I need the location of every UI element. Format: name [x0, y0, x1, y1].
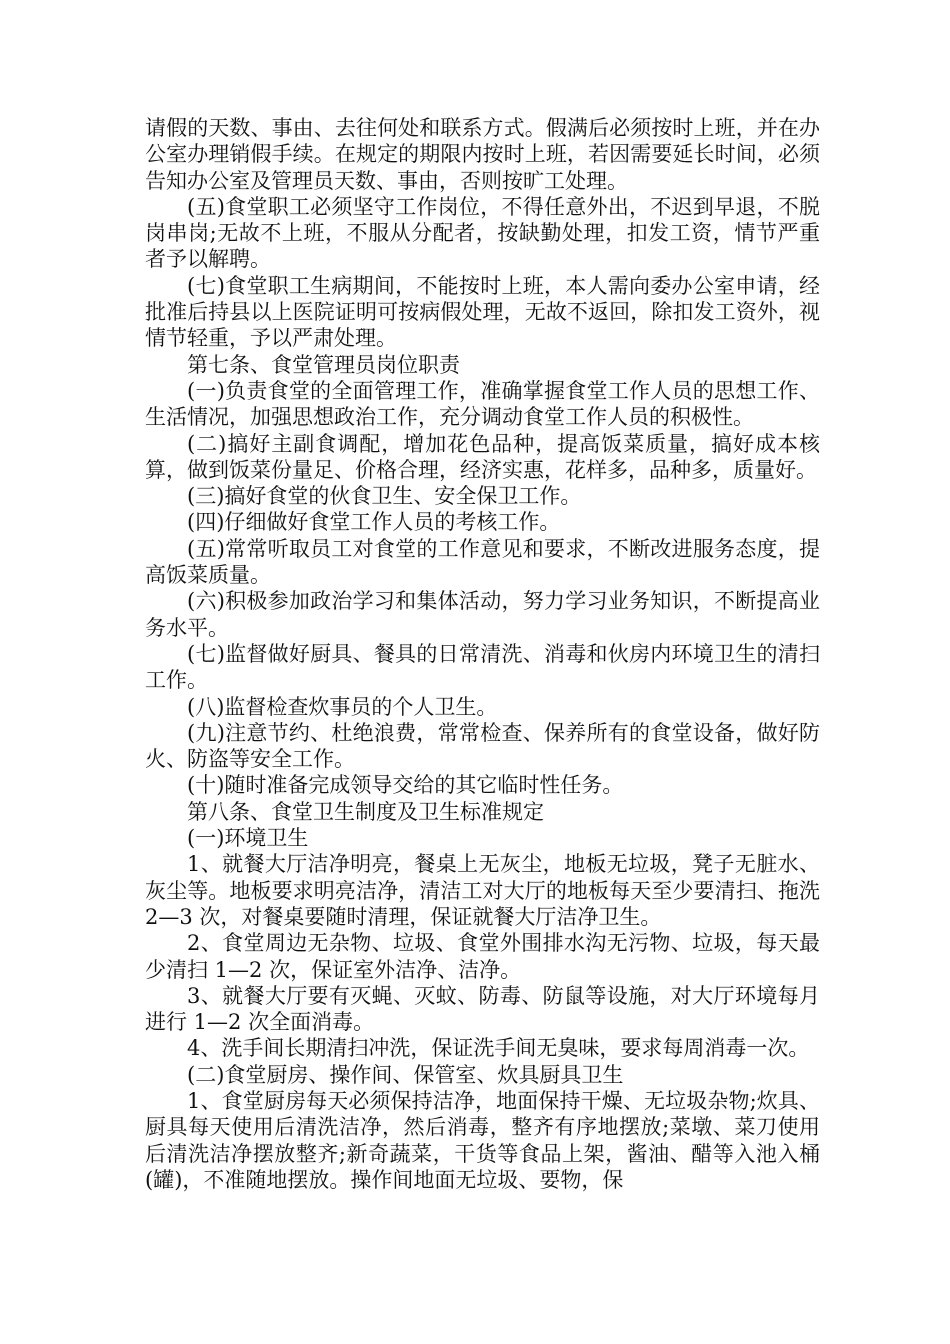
paragraph-kitchen-1: 1、食堂厨房每天必须保持洁净，地面保持干燥、无垃圾杂物;炊具、厨具每天使用后清洗洁净，然后消毒，整齐有序地摆放;菜墩、菜刀使用后清洗洁净摆放整齐;新奇蔬菜，干货等食品上架，酱油、醋等入池入桶(罐)，不准随地摆放。操作间地面无垃圾、要物，保	[145, 1088, 820, 1192]
subheading-kitchen: (二)食堂厨房、操作间、保管室、炊具厨具卫生	[187, 1062, 624, 1087]
paragraph-duty-10: (十)随时准备完成领导交给的其它临时性任务。	[187, 773, 624, 798]
paragraph-leave-request: 请假的天数、事由、去往何处和联系方式。假满后必须按时上班，并在办公室办理销假手续。在规定的期限内按时上班，若因需要延长时间，必须告知办公室及管理员天数、事由，否则按旷工处理。	[145, 116, 820, 193]
paragraph-duty-9: (九)注意节约、杜绝浪费，常常检查、保养所有的食堂设备，做好防火、防盗等安全工作。	[145, 720, 820, 772]
paragraph-env-1: 1、就餐大厅洁净明亮，餐桌上无灰尘，地板无垃圾，凳子无脏水、灰尘等。地板要求明亮洁净，清洁工对大厅的地板每天至少要清扫、拖洗 2—3 次，对餐桌要随时清理，保证就餐大厅洁净卫生。	[145, 852, 820, 929]
paragraph-env-4: 4、洗手间长期清扫冲洗，保证洗手间无臭味，要求每周消毒一次。	[187, 1036, 810, 1061]
paragraph-sick-leave: (七)食堂职工生病期间，不能按时上班，本人需向委办公室申请，经批准后持县以上医院证明可按病假处理，无故不返回，除扣发工资外，视情节轻重，予以严肃处理。	[145, 273, 820, 351]
paragraph-duty-1: (一)负责食堂的全面管理工作，准确掌握食堂工作人员的思想工作、生活情况，加强思想政治工作，充分调动食堂工作人员的积极性。	[145, 378, 820, 430]
heading-article-7: 第七条、食堂管理员岗位职责	[187, 352, 460, 377]
document-page	[145, 115, 820, 1193]
paragraph-duty-8: (八)监督检查炊事员的个人卫生。	[187, 694, 498, 719]
paragraph-env-3: 3、就餐大厅要有灭蝇、灭蚊、防毒、防鼠等设施，对大厅环境每月进行 1—2 次全面消毒。	[145, 983, 820, 1035]
paragraph-duty-5: (五)常常听取员工对食堂的工作意见和要求，不断改进服务态度，提高饭菜质量。	[145, 536, 820, 588]
paragraph-duty-2: (二)搞好主副食调配，增加花色品种，提高饭菜质量，搞好成本核算，做到饭菜份量足、价格合理，经济实惠，花样多，品种多，质量好。	[145, 431, 820, 482]
paragraph-duty-4: (四)仔细做好食堂工作人员的考核工作。	[187, 510, 561, 535]
paragraph-duty-6: (六)积极参加政治学习和集体活动，努力学习业务知识，不断提高业务水平。	[145, 589, 820, 640]
paragraph-duty-7: (七)监督做好厨具、餐具的日常清洗、消毒和伙房内环境卫生的清扫工作。	[145, 641, 820, 693]
paragraph-env-2: 2、食堂周边无杂物、垃圾、食堂外围排水沟无污物、垃圾，每天最少清扫 1—2 次，保证室外洁净、洁净。	[145, 931, 820, 982]
subheading-environment: (一)环境卫生	[187, 826, 309, 851]
paragraph-staff-post: (五)食堂职工必须坚守工作岗位，不得任意外出，不迟到早退，不脱岗串岗;无故不上班，不服从分配者，按缺勤处理，扣发工资，情节严重者予以解聘。	[145, 194, 820, 272]
paragraph-duty-3: (三)搞好食堂的伙食卫生、安全保卫工作。	[187, 484, 582, 509]
heading-article-8: 第八条、食堂卫生制度及卫生标准规定	[187, 799, 544, 824]
